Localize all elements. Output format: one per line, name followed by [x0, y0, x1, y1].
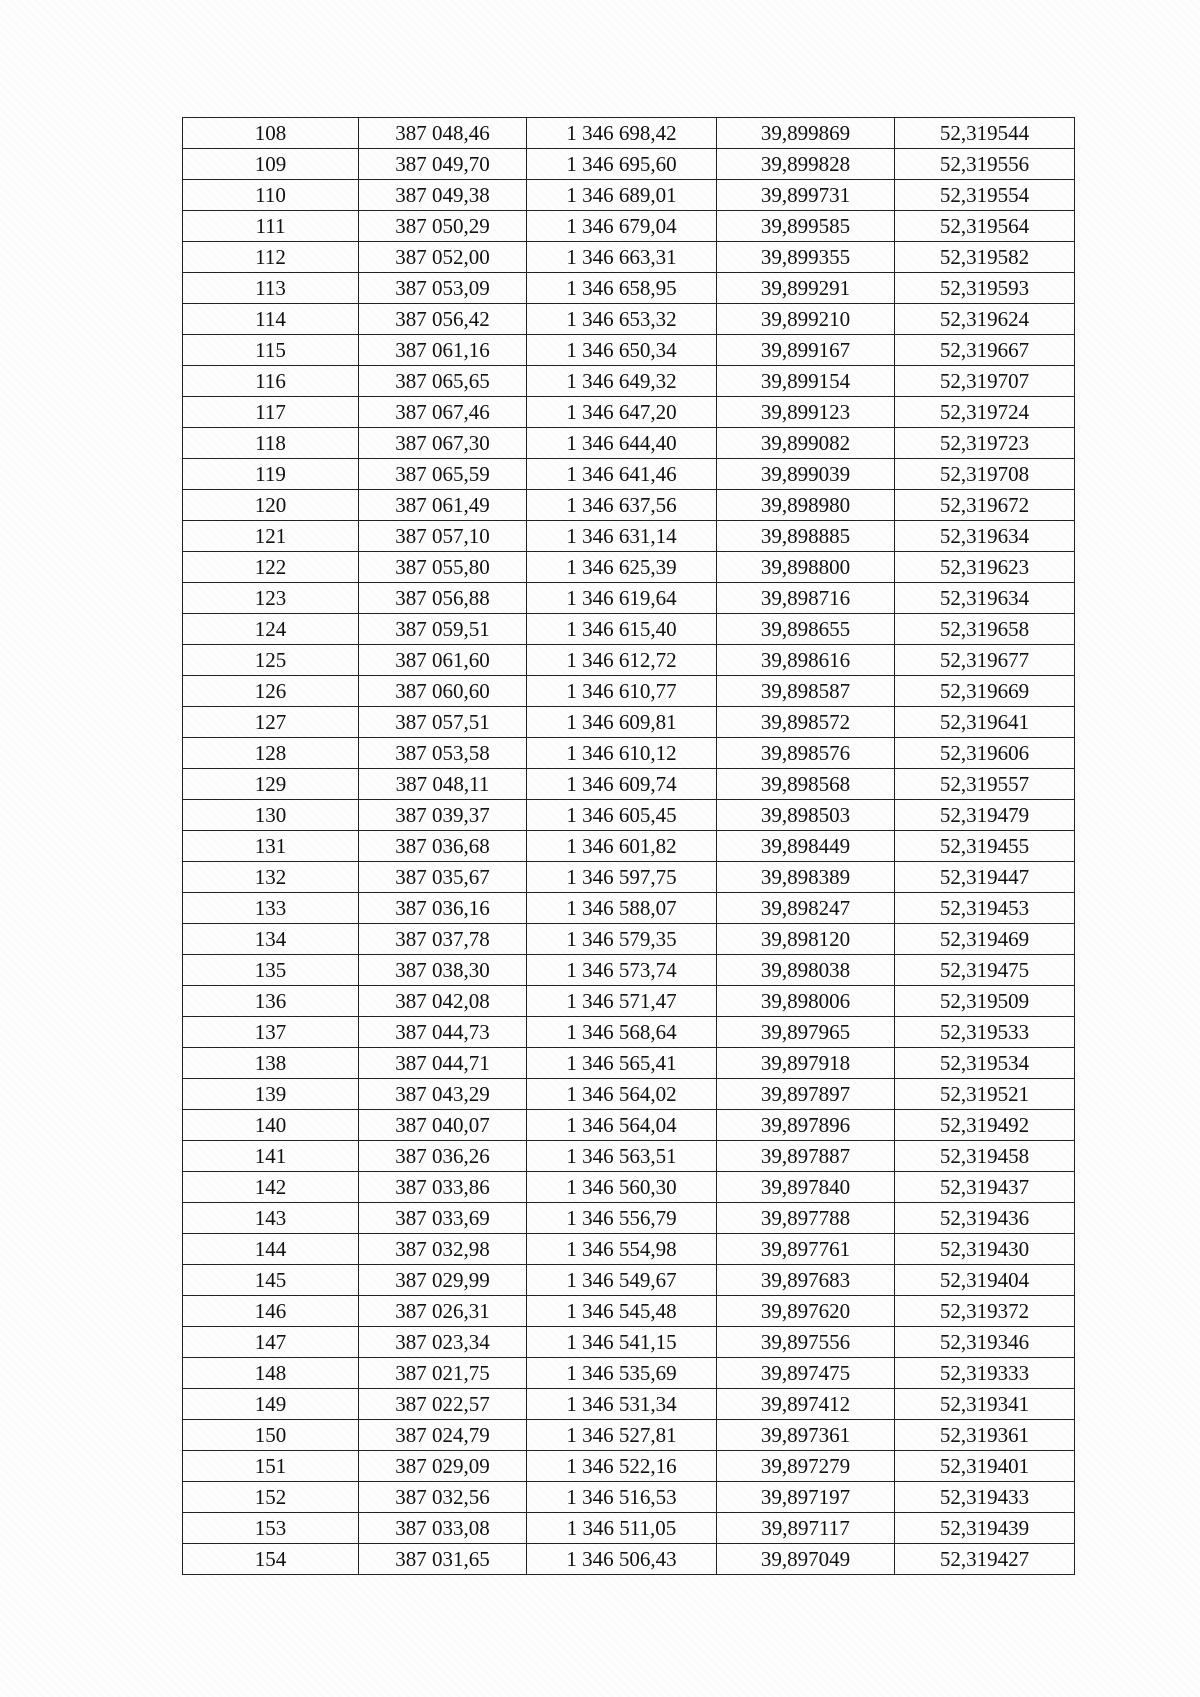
- table-row: [183, 149, 1075, 180]
- latitude-cell: 52,319634: [895, 583, 1075, 614]
- point-number-cell: 120: [183, 490, 359, 521]
- table-row: [183, 1482, 1075, 1513]
- longitude-cell: 39,897761: [717, 1234, 895, 1265]
- x-coordinate-cell: 387 065,59: [359, 459, 527, 490]
- latitude-cell: 52,319593: [895, 273, 1075, 304]
- x-coordinate-cell: 387 044,73: [359, 1017, 527, 1048]
- x-coordinate-cell: 387 024,79: [359, 1420, 527, 1451]
- table-row: [183, 459, 1075, 490]
- longitude-cell: 39,899869: [717, 118, 895, 149]
- longitude-cell: 39,898568: [717, 769, 895, 800]
- point-number-cell: 127: [183, 707, 359, 738]
- y-coordinate-cell: 1 346 650,34: [527, 335, 717, 366]
- x-coordinate-cell: 387 052,00: [359, 242, 527, 273]
- x-coordinate-cell: 387 055,80: [359, 552, 527, 583]
- point-number-cell: 146: [183, 1296, 359, 1327]
- longitude-cell: 39,897279: [717, 1451, 895, 1482]
- table-row: [183, 366, 1075, 397]
- latitude-cell: 52,319458: [895, 1141, 1075, 1172]
- point-number-cell: 152: [183, 1482, 359, 1513]
- point-number-cell: 144: [183, 1234, 359, 1265]
- y-coordinate-cell: 1 346 612,72: [527, 645, 717, 676]
- y-coordinate-cell: 1 346 631,14: [527, 521, 717, 552]
- y-coordinate-cell: 1 346 545,48: [527, 1296, 717, 1327]
- y-coordinate-cell: 1 346 541,15: [527, 1327, 717, 1358]
- table-row: [183, 242, 1075, 273]
- point-number-cell: 116: [183, 366, 359, 397]
- y-coordinate-cell: 1 346 644,40: [527, 428, 717, 459]
- longitude-cell: 39,899082: [717, 428, 895, 459]
- point-number-cell: 112: [183, 242, 359, 273]
- point-number-cell: 140: [183, 1110, 359, 1141]
- longitude-cell: 39,898038: [717, 955, 895, 986]
- latitude-cell: 52,319436: [895, 1203, 1075, 1234]
- table-row: [183, 180, 1075, 211]
- x-coordinate-cell: 387 038,30: [359, 955, 527, 986]
- x-coordinate-cell: 387 061,49: [359, 490, 527, 521]
- y-coordinate-cell: 1 346 641,46: [527, 459, 717, 490]
- x-coordinate-cell: 387 037,78: [359, 924, 527, 955]
- x-coordinate-cell: 387 043,29: [359, 1079, 527, 1110]
- latitude-cell: 52,319492: [895, 1110, 1075, 1141]
- table-row: [183, 1017, 1075, 1048]
- point-number-cell: 117: [183, 397, 359, 428]
- point-number-cell: 114: [183, 304, 359, 335]
- x-coordinate-cell: 387 035,67: [359, 862, 527, 893]
- latitude-cell: 52,319437: [895, 1172, 1075, 1203]
- x-coordinate-cell: 387 053,58: [359, 738, 527, 769]
- point-number-cell: 110: [183, 180, 359, 211]
- longitude-cell: 39,897117: [717, 1513, 895, 1544]
- point-number-cell: 135: [183, 955, 359, 986]
- table-row: [183, 800, 1075, 831]
- longitude-cell: 39,898576: [717, 738, 895, 769]
- y-coordinate-cell: 1 346 522,16: [527, 1451, 717, 1482]
- latitude-cell: 52,319341: [895, 1389, 1075, 1420]
- x-coordinate-cell: 387 048,46: [359, 118, 527, 149]
- latitude-cell: 52,319707: [895, 366, 1075, 397]
- point-number-cell: 122: [183, 552, 359, 583]
- longitude-cell: 39,897918: [717, 1048, 895, 1079]
- longitude-cell: 39,898587: [717, 676, 895, 707]
- table-row: [183, 1389, 1075, 1420]
- longitude-cell: 39,898885: [717, 521, 895, 552]
- x-coordinate-cell: 387 029,99: [359, 1265, 527, 1296]
- longitude-cell: 39,899123: [717, 397, 895, 428]
- table-row: [183, 1265, 1075, 1296]
- y-coordinate-cell: 1 346 573,74: [527, 955, 717, 986]
- latitude-cell: 52,319606: [895, 738, 1075, 769]
- longitude-cell: 39,899167: [717, 335, 895, 366]
- point-number-cell: 142: [183, 1172, 359, 1203]
- coordinates-table: [182, 117, 1075, 1575]
- table-row: [183, 1451, 1075, 1482]
- table-row: [183, 1234, 1075, 1265]
- longitude-cell: 39,898572: [717, 707, 895, 738]
- latitude-cell: 52,319439: [895, 1513, 1075, 1544]
- longitude-cell: 39,897049: [717, 1544, 895, 1575]
- x-coordinate-cell: 387 050,29: [359, 211, 527, 242]
- latitude-cell: 52,319433: [895, 1482, 1075, 1513]
- table-row: [183, 1358, 1075, 1389]
- point-number-cell: 149: [183, 1389, 359, 1420]
- x-coordinate-cell: 387 053,09: [359, 273, 527, 304]
- x-coordinate-cell: 387 036,68: [359, 831, 527, 862]
- x-coordinate-cell: 387 021,75: [359, 1358, 527, 1389]
- x-coordinate-cell: 387 061,60: [359, 645, 527, 676]
- point-number-cell: 128: [183, 738, 359, 769]
- y-coordinate-cell: 1 346 663,31: [527, 242, 717, 273]
- table-row: [183, 862, 1075, 893]
- point-number-cell: 109: [183, 149, 359, 180]
- y-coordinate-cell: 1 346 653,32: [527, 304, 717, 335]
- x-coordinate-cell: 387 039,37: [359, 800, 527, 831]
- table-row: [183, 583, 1075, 614]
- latitude-cell: 52,319667: [895, 335, 1075, 366]
- x-coordinate-cell: 387 056,88: [359, 583, 527, 614]
- longitude-cell: 39,898247: [717, 893, 895, 924]
- point-number-cell: 131: [183, 831, 359, 862]
- x-coordinate-cell: 387 033,08: [359, 1513, 527, 1544]
- y-coordinate-cell: 1 346 564,04: [527, 1110, 717, 1141]
- latitude-cell: 52,319346: [895, 1327, 1075, 1358]
- latitude-cell: 52,319624: [895, 304, 1075, 335]
- point-number-cell: 119: [183, 459, 359, 490]
- y-coordinate-cell: 1 346 549,67: [527, 1265, 717, 1296]
- point-number-cell: 129: [183, 769, 359, 800]
- longitude-cell: 39,897412: [717, 1389, 895, 1420]
- longitude-cell: 39,897887: [717, 1141, 895, 1172]
- latitude-cell: 52,319554: [895, 180, 1075, 211]
- latitude-cell: 52,319427: [895, 1544, 1075, 1575]
- longitude-cell: 39,897475: [717, 1358, 895, 1389]
- longitude-cell: 39,897788: [717, 1203, 895, 1234]
- longitude-cell: 39,899731: [717, 180, 895, 211]
- y-coordinate-cell: 1 346 565,41: [527, 1048, 717, 1079]
- latitude-cell: 52,319401: [895, 1451, 1075, 1482]
- y-coordinate-cell: 1 346 647,20: [527, 397, 717, 428]
- point-number-cell: 108: [183, 118, 359, 149]
- latitude-cell: 52,319641: [895, 707, 1075, 738]
- y-coordinate-cell: 1 346 625,39: [527, 552, 717, 583]
- y-coordinate-cell: 1 346 506,43: [527, 1544, 717, 1575]
- x-coordinate-cell: 387 033,69: [359, 1203, 527, 1234]
- table-row: [183, 211, 1075, 242]
- table-row: [183, 1327, 1075, 1358]
- latitude-cell: 52,319564: [895, 211, 1075, 242]
- x-coordinate-cell: 387 061,16: [359, 335, 527, 366]
- latitude-cell: 52,319447: [895, 862, 1075, 893]
- table-row: [183, 986, 1075, 1017]
- y-coordinate-cell: 1 346 560,30: [527, 1172, 717, 1203]
- table-row: [183, 1513, 1075, 1544]
- y-coordinate-cell: 1 346 609,74: [527, 769, 717, 800]
- point-number-cell: 154: [183, 1544, 359, 1575]
- latitude-cell: 52,319521: [895, 1079, 1075, 1110]
- point-number-cell: 133: [183, 893, 359, 924]
- y-coordinate-cell: 1 346 516,53: [527, 1482, 717, 1513]
- table-row: [183, 428, 1075, 459]
- longitude-cell: 39,899039: [717, 459, 895, 490]
- y-coordinate-cell: 1 346 588,07: [527, 893, 717, 924]
- y-coordinate-cell: 1 346 554,98: [527, 1234, 717, 1265]
- table-row: [183, 552, 1075, 583]
- y-coordinate-cell: 1 346 556,79: [527, 1203, 717, 1234]
- point-number-cell: 126: [183, 676, 359, 707]
- point-number-cell: 118: [183, 428, 359, 459]
- table-row: [183, 707, 1075, 738]
- latitude-cell: 52,319677: [895, 645, 1075, 676]
- y-coordinate-cell: 1 346 564,02: [527, 1079, 717, 1110]
- x-coordinate-cell: 387 049,70: [359, 149, 527, 180]
- table-row: [183, 304, 1075, 335]
- table-row: [183, 1079, 1075, 1110]
- latitude-cell: 52,319582: [895, 242, 1075, 273]
- y-coordinate-cell: 1 346 571,47: [527, 986, 717, 1017]
- x-coordinate-cell: 387 033,86: [359, 1172, 527, 1203]
- table-row: [183, 118, 1075, 149]
- longitude-cell: 39,898389: [717, 862, 895, 893]
- x-coordinate-cell: 387 032,56: [359, 1482, 527, 1513]
- table-row: [183, 1296, 1075, 1327]
- latitude-cell: 52,319723: [895, 428, 1075, 459]
- x-coordinate-cell: 387 042,08: [359, 986, 527, 1017]
- y-coordinate-cell: 1 346 610,77: [527, 676, 717, 707]
- latitude-cell: 52,319669: [895, 676, 1075, 707]
- point-number-cell: 138: [183, 1048, 359, 1079]
- longitude-cell: 39,899154: [717, 366, 895, 397]
- x-coordinate-cell: 387 048,11: [359, 769, 527, 800]
- point-number-cell: 124: [183, 614, 359, 645]
- point-number-cell: 136: [183, 986, 359, 1017]
- table-row: [183, 1048, 1075, 1079]
- table-row: [183, 738, 1075, 769]
- table-row: [183, 676, 1075, 707]
- latitude-cell: 52,319724: [895, 397, 1075, 428]
- table-row: [183, 645, 1075, 676]
- y-coordinate-cell: 1 346 535,69: [527, 1358, 717, 1389]
- table-row: [183, 521, 1075, 552]
- latitude-cell: 52,319534: [895, 1048, 1075, 1079]
- x-coordinate-cell: 387 056,42: [359, 304, 527, 335]
- x-coordinate-cell: 387 067,30: [359, 428, 527, 459]
- y-coordinate-cell: 1 346 658,95: [527, 273, 717, 304]
- latitude-cell: 52,319634: [895, 521, 1075, 552]
- y-coordinate-cell: 1 346 619,64: [527, 583, 717, 614]
- latitude-cell: 52,319556: [895, 149, 1075, 180]
- table-row: [183, 1203, 1075, 1234]
- x-coordinate-cell: 387 031,65: [359, 1544, 527, 1575]
- point-number-cell: 134: [183, 924, 359, 955]
- y-coordinate-cell: 1 346 601,82: [527, 831, 717, 862]
- point-number-cell: 150: [183, 1420, 359, 1451]
- coordinates-table-body: [183, 118, 1075, 1575]
- latitude-cell: 52,319475: [895, 955, 1075, 986]
- x-coordinate-cell: 387 057,10: [359, 521, 527, 552]
- point-number-cell: 147: [183, 1327, 359, 1358]
- x-coordinate-cell: 387 036,16: [359, 893, 527, 924]
- longitude-cell: 39,897965: [717, 1017, 895, 1048]
- x-coordinate-cell: 387 023,34: [359, 1327, 527, 1358]
- latitude-cell: 52,319333: [895, 1358, 1075, 1389]
- longitude-cell: 39,898616: [717, 645, 895, 676]
- latitude-cell: 52,319372: [895, 1296, 1075, 1327]
- point-number-cell: 148: [183, 1358, 359, 1389]
- x-coordinate-cell: 387 022,57: [359, 1389, 527, 1420]
- y-coordinate-cell: 1 346 609,81: [527, 707, 717, 738]
- x-coordinate-cell: 387 065,65: [359, 366, 527, 397]
- y-coordinate-cell: 1 346 527,81: [527, 1420, 717, 1451]
- y-coordinate-cell: 1 346 568,64: [527, 1017, 717, 1048]
- table-row: [183, 769, 1075, 800]
- latitude-cell: 52,319509: [895, 986, 1075, 1017]
- latitude-cell: 52,319469: [895, 924, 1075, 955]
- y-coordinate-cell: 1 346 698,42: [527, 118, 717, 149]
- longitude-cell: 39,899585: [717, 211, 895, 242]
- longitude-cell: 39,898120: [717, 924, 895, 955]
- point-number-cell: 137: [183, 1017, 359, 1048]
- point-number-cell: 125: [183, 645, 359, 676]
- longitude-cell: 39,897897: [717, 1079, 895, 1110]
- y-coordinate-cell: 1 346 579,35: [527, 924, 717, 955]
- y-coordinate-cell: 1 346 597,75: [527, 862, 717, 893]
- longitude-cell: 39,897620: [717, 1296, 895, 1327]
- x-coordinate-cell: 387 040,07: [359, 1110, 527, 1141]
- y-coordinate-cell: 1 346 531,34: [527, 1389, 717, 1420]
- x-coordinate-cell: 387 060,60: [359, 676, 527, 707]
- table-row: [183, 273, 1075, 304]
- latitude-cell: 52,319658: [895, 614, 1075, 645]
- point-number-cell: 130: [183, 800, 359, 831]
- latitude-cell: 52,319404: [895, 1265, 1075, 1296]
- longitude-cell: 39,897361: [717, 1420, 895, 1451]
- point-number-cell: 132: [183, 862, 359, 893]
- latitude-cell: 52,319623: [895, 552, 1075, 583]
- longitude-cell: 39,898800: [717, 552, 895, 583]
- x-coordinate-cell: 387 044,71: [359, 1048, 527, 1079]
- x-coordinate-cell: 387 059,51: [359, 614, 527, 645]
- latitude-cell: 52,319430: [895, 1234, 1075, 1265]
- table-row: [183, 831, 1075, 862]
- y-coordinate-cell: 1 346 695,60: [527, 149, 717, 180]
- table-row: [183, 893, 1075, 924]
- table-row: [183, 490, 1075, 521]
- point-number-cell: 151: [183, 1451, 359, 1482]
- latitude-cell: 52,319533: [895, 1017, 1075, 1048]
- point-number-cell: 139: [183, 1079, 359, 1110]
- y-coordinate-cell: 1 346 649,32: [527, 366, 717, 397]
- longitude-cell: 39,898006: [717, 986, 895, 1017]
- longitude-cell: 39,898716: [717, 583, 895, 614]
- y-coordinate-cell: 1 346 563,51: [527, 1141, 717, 1172]
- latitude-cell: 52,319672: [895, 490, 1075, 521]
- x-coordinate-cell: 387 049,38: [359, 180, 527, 211]
- longitude-cell: 39,899210: [717, 304, 895, 335]
- longitude-cell: 39,897683: [717, 1265, 895, 1296]
- longitude-cell: 39,899355: [717, 242, 895, 273]
- longitude-cell: 39,897197: [717, 1482, 895, 1513]
- y-coordinate-cell: 1 346 605,45: [527, 800, 717, 831]
- latitude-cell: 52,319455: [895, 831, 1075, 862]
- table-row: [183, 1172, 1075, 1203]
- point-number-cell: 121: [183, 521, 359, 552]
- x-coordinate-cell: 387 029,09: [359, 1451, 527, 1482]
- table-row: [183, 335, 1075, 366]
- point-number-cell: 111: [183, 211, 359, 242]
- table-row: [183, 1141, 1075, 1172]
- longitude-cell: 39,899828: [717, 149, 895, 180]
- longitude-cell: 39,898449: [717, 831, 895, 862]
- point-number-cell: 141: [183, 1141, 359, 1172]
- point-number-cell: 145: [183, 1265, 359, 1296]
- table-row: [183, 924, 1075, 955]
- point-number-cell: 123: [183, 583, 359, 614]
- point-number-cell: 115: [183, 335, 359, 366]
- y-coordinate-cell: 1 346 615,40: [527, 614, 717, 645]
- longitude-cell: 39,898503: [717, 800, 895, 831]
- longitude-cell: 39,897556: [717, 1327, 895, 1358]
- y-coordinate-cell: 1 346 511,05: [527, 1513, 717, 1544]
- x-coordinate-cell: 387 032,98: [359, 1234, 527, 1265]
- x-coordinate-cell: 387 067,46: [359, 397, 527, 428]
- latitude-cell: 52,319361: [895, 1420, 1075, 1451]
- x-coordinate-cell: 387 026,31: [359, 1296, 527, 1327]
- latitude-cell: 52,319544: [895, 118, 1075, 149]
- table-row: [183, 1110, 1075, 1141]
- point-number-cell: 153: [183, 1513, 359, 1544]
- longitude-cell: 39,897896: [717, 1110, 895, 1141]
- table-row: [183, 1544, 1075, 1575]
- latitude-cell: 52,319479: [895, 800, 1075, 831]
- y-coordinate-cell: 1 346 637,56: [527, 490, 717, 521]
- y-coordinate-cell: 1 346 610,12: [527, 738, 717, 769]
- longitude-cell: 39,897840: [717, 1172, 895, 1203]
- latitude-cell: 52,319708: [895, 459, 1075, 490]
- table-row: [183, 955, 1075, 986]
- latitude-cell: 52,319557: [895, 769, 1075, 800]
- x-coordinate-cell: 387 057,51: [359, 707, 527, 738]
- point-number-cell: 143: [183, 1203, 359, 1234]
- point-number-cell: 113: [183, 273, 359, 304]
- y-coordinate-cell: 1 346 689,01: [527, 180, 717, 211]
- y-coordinate-cell: 1 346 679,04: [527, 211, 717, 242]
- table-row: [183, 1420, 1075, 1451]
- longitude-cell: 39,898655: [717, 614, 895, 645]
- longitude-cell: 39,898980: [717, 490, 895, 521]
- latitude-cell: 52,319453: [895, 893, 1075, 924]
- x-coordinate-cell: 387 036,26: [359, 1141, 527, 1172]
- table-row: [183, 397, 1075, 428]
- longitude-cell: 39,899291: [717, 273, 895, 304]
- table-row: [183, 614, 1075, 645]
